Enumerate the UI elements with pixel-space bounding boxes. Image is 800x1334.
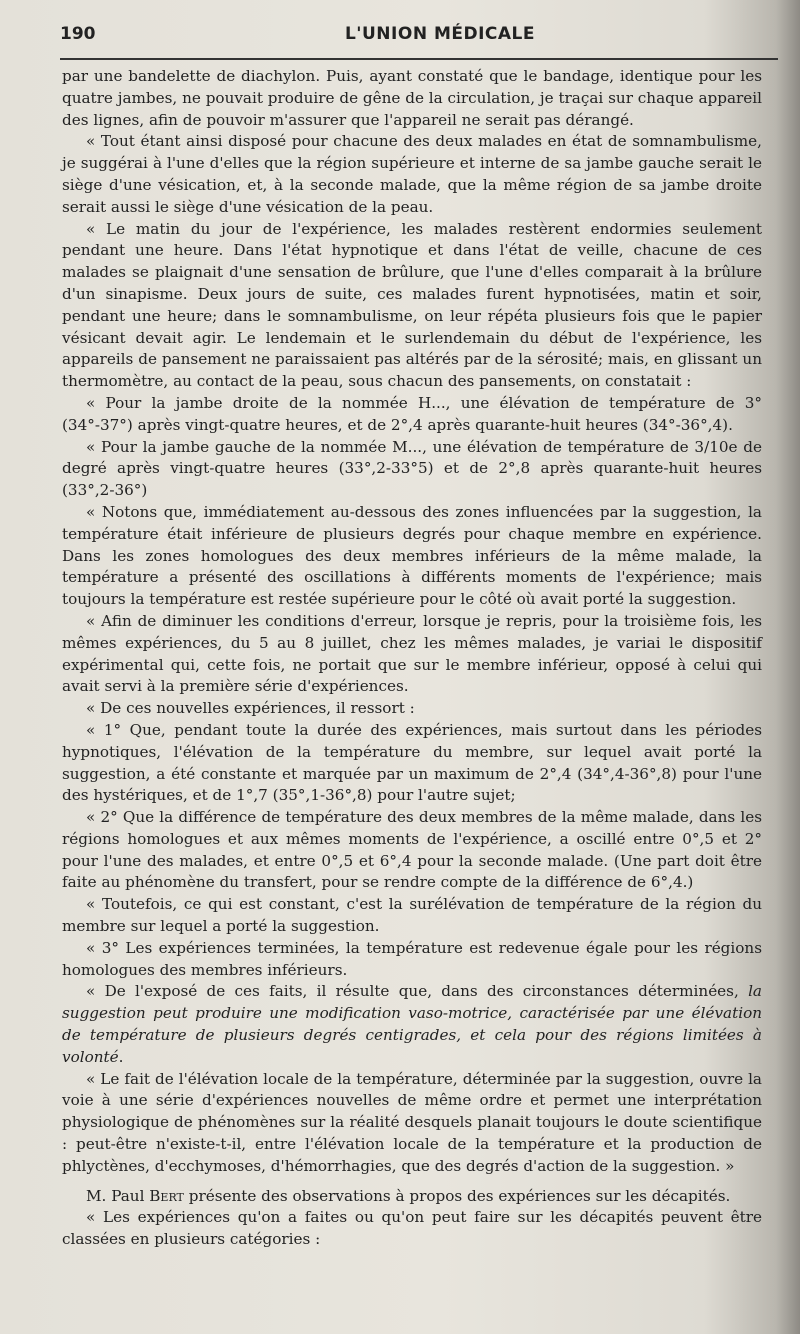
paragraph: « Afin de diminuer les conditions d'erreur, lorsque je repris, pour la troisième fois, les mêmes expériences, du 5 au 8 juillet, chez les mêmes malades, je variai le dispositif expérimental qui, cette fois, ne portait que sur le membre inférieur, opposé à celui qui avait servi à la première série d'expériences. xyxy=(62,611,762,696)
conclusion-prefix: « De l'exposé de ces faits, il résulte que, dans des circonstances déterminées, xyxy=(86,982,749,1001)
bert-name: Bert xyxy=(149,1186,184,1205)
body-text xyxy=(62,66,762,1251)
page-header xyxy=(60,24,778,48)
bert-paragraph xyxy=(62,1186,762,1208)
paragraph: « Le matin du jour de l'expérience, les malades restèrent endormies seulement pendant une heure. Dans l'état hypnotique et dans l'état de veille, chacune de ces malades se plaignait d'une sensation de brûlure, que l'une d'elles comparait à la brûlure d'un sinapisme. Deux jours de suite, ces malades furent hypnotisées, matin et soir, pendant une heure; dans le somnambulisme, on leur répéta plusieurs fois que le papier vésicant devait agir. Le lendemain et le surlendemain du début de l'expérience, les appareils de pansement ne paraissaient pas altérés par de la sérosité; mais, en glissant un thermomètre, au contact de la peau, sous chacun des pansements, on constatait : xyxy=(62,219,762,391)
paragraph: « De ces nouvelles expériences, il ressort : xyxy=(86,699,415,718)
conclusion-italic: la suggestion peut produire une modification vaso-motrice, caractérisée par une élévation de température de plusieurs degrés centigrades, et cela pour des régions limitées à volonté xyxy=(62,982,762,1066)
conclusion-paragraph xyxy=(62,981,762,1068)
paragraph: « Notons que, immédiatement au-dessous des zones influencées par la suggestion, la température était inférieure de plusieurs degrés pour chaque membre en expérience. Dans les zones homologues des deux membres inférieurs de la même malade, la température a présenté des oscillations à différents moments de l'expérience; mais toujours la température est restée supérieure pour le côté où avait porté la suggestion. xyxy=(62,502,762,609)
paragraph: par une bandelette de diachylon. Puis, ayant constaté que le bandage, identique pour les quatre jambes, ne pouvait produire de gêne de la circulation, je traçai sur chaque appareil des lignes, afin de pouvoir m'assurer que l'appareil ne serait pas dérangé. xyxy=(62,67,762,129)
paragraph: « 2° Que la différence de température des deux membres de la même malade, dans les régions homologues et aux mêmes moments de l'expérience, a oscillé entre 0°,5 et 2° pour l'une des malades, et entre 0°,5 et 6°,4 pour la seconde malade. (Une part doit être faite au phénomène du transfert, pour se rendre compte de la différence de 6°,4.) xyxy=(62,808,762,892)
closing-quote-paragraph: « Le fait de l'élévation locale de la température, déterminée par la suggestion, ouvre la voie à une série d'expériences nouvelles de même ordre et permet une interprétation physiologique de phénomènes sur la réalité desquels planait toujours le doute scientifique : peut-être n'existe-t-il, entre l'élévation locale de la température et la production de phlyctènes, d'ecchymoses, d'hémorrhagies, que des degrés d'action de la suggestion. » xyxy=(62,1069,762,1175)
paragraph: « Les expériences qu'on a faites ou qu'on peut faire sur les décapités peuvent être classées en plusieurs catégories : xyxy=(62,1208,762,1249)
paragraph: « Tout étant ainsi disposé pour chacune des deux malades en état de somnambulisme, je suggérai à l'une d'elles que la région supérieure et interne de sa jambe gauche serait le siège d'une vésication, et, à la seconde malade, que la même région de sa jambe droite serait aussi le siège d'une vésication de la peau. xyxy=(62,132,762,216)
paragraph: « 1° Que, pendant toute la durée des expériences, mais surtout dans les périodes hypnotiques, l'élévation de la température du membre, sur lequel avait porté la suggestion, a été constante et marquée par un maximum de 2°,4 (34°,4-36°,8) pour l'une des hystériques, et de 1°,7 (35°,1-36°,8) pour l'autre sujet; xyxy=(62,720,762,805)
paragraph: « Pour la jambe droite de la nommée H..., une élévation de température de 3° (34°-37°) après vingt-quatre heures, et de 2°,4 après quarante-huit heures (34°-36°,4). xyxy=(62,393,762,434)
conclusion-suffix: . xyxy=(118,1047,124,1066)
page-number: 190 xyxy=(60,24,96,44)
paragraph: « Pour la jambe gauche de la nommée M..., une élévation de température de 3/10e de degré après vingt-quatre heures (33°,2-33°5) et de 2°,8 après quarante-huit heures (33°,2-36°) xyxy=(62,437,762,500)
running-title: L'UNION MÉDICALE xyxy=(344,24,536,44)
bert-title: M. Paul xyxy=(86,1186,145,1205)
header-rule xyxy=(60,58,778,60)
paragraph: « 3° Les expériences terminées, la température est redevenue égale pour les régions homologues des membres inférieurs. xyxy=(62,938,762,979)
bert-rest: présente des observations à propos des expériences sur les décapités. xyxy=(188,1186,731,1205)
paragraph: « Toutefois, ce qui est constant, c'est la surélévation de température de la région du membre sur lequel a porté la suggestion. xyxy=(62,895,762,936)
